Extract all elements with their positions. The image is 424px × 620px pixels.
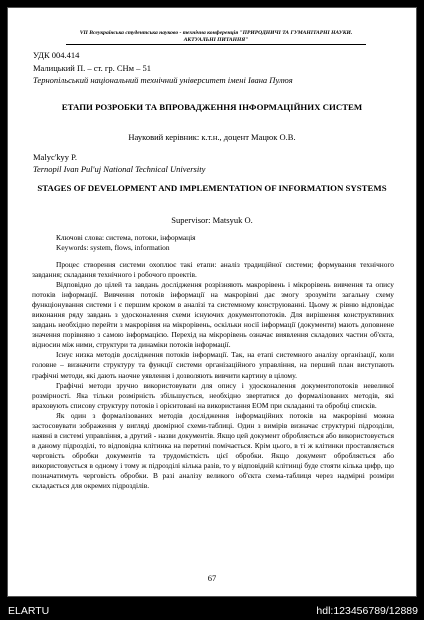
udk-code: УДК 004.414 <box>33 50 80 60</box>
institution-en: Ternopil Ivan Pul'uj National Technical University <box>33 164 206 174</box>
author-en: Malyc'kyy P. <box>33 152 78 162</box>
paragraph-2: Відповідно до цілей та завдань дослідження розрізняють макрорівень і мікрорівень вивчення та опису потоків інформації. Вивчення потоків інформації на макрорівні дає змогу зрозуміти загальну схему функціонування системи і є першим кроком в аналізі та системному конструюванні. Цьому ж рівню відповідає виконання ряду завдань з удосконалення схеми існуючих документопотоків. Для вирішення конструктивних завдань необхідно перейти з макрорівня на мікрорівень, оскільки носії інформації (документи) мають доповнене значення порівняно з самою інформацією. Перехід на мікрорівень означає виявлення складових частин об'єкта, відносин між ними, структури та динаміки потоків інформації. <box>32 280 394 350</box>
paragraph-5: Як один з формалізованих методів дослідження інформаційних потоків на макрорівні можна застосовувати зображення у вигляді двомірної схеми-таблиці. Один з вимірів визначає структурні підрозділи, наявні в системі управління, а другий - назви документів. Якщо цей документ обробляється або використовується в даному підрозділі, то відповідна клітинка на перетині помічається. Крім цього, в ті ж клітинки проставляється черговість обробки документів та трудомісткість цієї обробки. Якщо документ обробляється або використовується в одному і тому ж підрозділі кілька разів, то у відповідній клітинці буде стояти кілька цифр, що позначатимуть черговість обробки. В разі аналізу великого об'єкта схема-таблиця через надмірні розміри складається для окремих підрозділів. <box>32 410 394 491</box>
body-text <box>32 260 394 491</box>
repository-name: ELARTU <box>8 605 50 617</box>
paragraph-3: Існує низка методів дослідження потоків інформації. Так, на етапі системного аналізу організації, коли головне – визначити структуру та функції системи організаційного управління, на перший план виступають графічні методи, які дають наочне уявлення і дозволяють вивчити картину в цілому. <box>32 350 394 380</box>
repository-footer <box>0 603 424 620</box>
supervisor-ua: Науковий керівник: к.т.н., доцент Мацюк О.В. <box>128 132 296 142</box>
handle-identifier: hdl:123456789/12889 <box>316 605 418 617</box>
keywords-ua: Ключові слова: система, потоки, інформація <box>56 233 196 242</box>
page-number: 67 <box>207 573 217 583</box>
paragraph-4: Графічні методи зручно використовувати для опису і удосконалення документопотоків невеликої розмірності. Яка тільки розмірність збільшується, необхідно звертатися до формалізованих методів, які враховують списову структуру потоків і орієнтовані на використання ЕОМ при складанні та обробці списків. <box>32 380 394 410</box>
paragraph-1: Процес створення системи охоплює такі етапи: аналіз традиційної системи; формування технічного завдання; складання технічного і робочого проектів. <box>32 260 394 280</box>
title-ua: ЕТАПИ РОЗРОБКИ ТА ВПРОВАДЖЕННЯ ІНФОРМАЦІЙНИХ СИСТЕМ <box>61 102 363 112</box>
header-line-1: VII Всеукраїнська студентська науково - технічна конференція "ПРИРОДНИЧІ ТА ГУМАНІТАРНІ НАУКИ. <box>79 30 353 36</box>
keywords-en: Keywords: system, flows, information <box>56 243 170 252</box>
supervisor-en: Supervisor: Matsyuk O. <box>171 215 253 225</box>
conference-header <box>66 30 366 45</box>
document-page <box>7 7 417 597</box>
header-line-2: АКТУАЛЬНІ ПИТАННЯ" <box>183 36 249 43</box>
institution-ua: Тернопільський національний технічний університет імені Івана Пулюя <box>33 75 293 85</box>
author-ua: Малицький П. – ст. гр. СНм – 51 <box>33 63 152 73</box>
title-en: STAGES OF DEVELOPMENT AND IMPLEMENTATION OF INFORMATION SYSTEMS <box>37 183 387 193</box>
